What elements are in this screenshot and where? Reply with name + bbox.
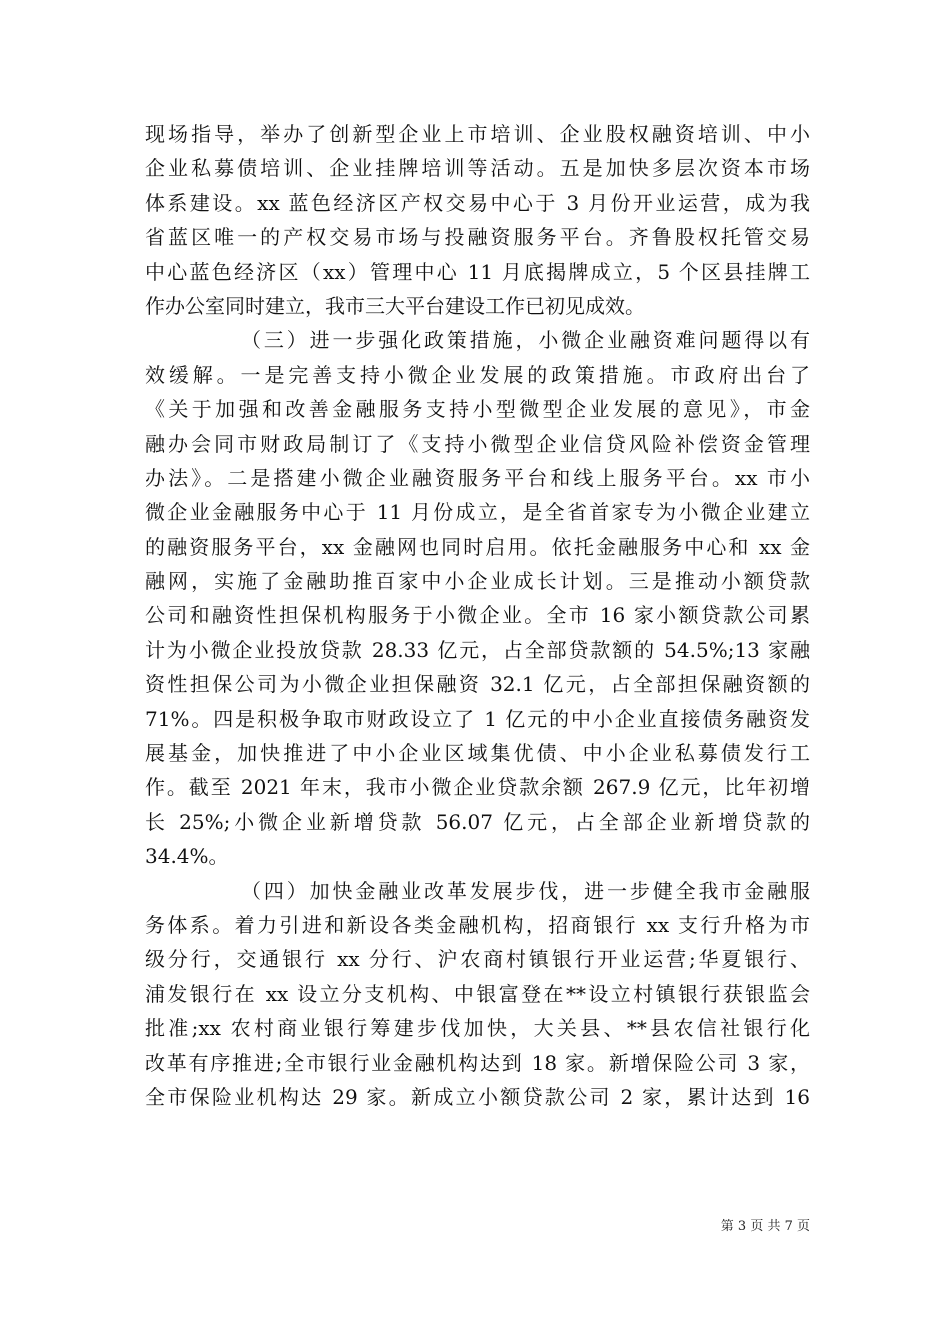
text-line: 作办公室同时建立，我市三大平台建设工作已初见成效。 [145, 293, 645, 318]
text-line: 融网，实施了金融助推百家中小企业成长计划。三是推动小额贷款 [145, 569, 810, 594]
text-line: 改革有序推进;全市银行业金融机构达到 18 家。新增保险公司 3 家， [145, 1050, 810, 1075]
text-line: （三）进一步强化政策措施，小微企业融资难问题得以有 [241, 328, 810, 353]
text-line: 办法》。二是搭建小微企业融资服务平台和线上服务平台。xx 市小 [145, 465, 810, 490]
text-line: 资性担保公司为小微企业担保融资 32.1 亿元，占全部担保融资额的 [145, 672, 810, 697]
text-line: 效缓解。一是完善支持小微企业发展的政策措施。市政府出台了 [145, 362, 810, 387]
text-line: 省蓝区唯一的产权交易市场与投融资服务平台。齐鲁股权托管交易 [145, 225, 810, 250]
text-line: 公司和融资性担保机构服务于小微企业。全市 16 家小额贷款公司累 [145, 603, 810, 628]
text-line: 微企业金融服务中心于 11 月份成立，是全省首家专为小微企业建立 [145, 500, 810, 525]
text-line: 计为小微企业投放贷款 28.33 亿元，占全部贷款额的 54.5%;13 家融 [145, 637, 810, 662]
text-line: 展基金，加快推进了中小企业区域集优债、中小企业私募债发行工 [145, 741, 810, 766]
text-line: 全市保险业机构达 29 家。新成立小额贷款公司 2 家，累计达到 16 [145, 1084, 810, 1109]
page-number-footer: 第 3 页 共 7 页 [720, 1219, 810, 1234]
text-line: 现场指导，举办了创新型企业上市培训、企业股权融资培训、中小 [145, 122, 810, 146]
text-line: 融办会同市财政局制订了《支持小微型企业信贷风险补偿资金管理 [145, 431, 810, 456]
paragraph-1 [145, 117, 810, 323]
text-line: 71%。四是积极争取市财政设立了 1 亿元的中小企业直接债务融资发 [145, 706, 810, 731]
text-line: 级分行，交通银行 xx 分行、沪农商村镇银行开业运营;华夏银行、 [145, 947, 810, 972]
body-text [145, 117, 810, 1114]
text-line: 企业私募债培训、企业挂牌培训等活动。五是加快多层次资本市场 [145, 156, 810, 181]
text-line: 的融资服务平台，xx 金融网也同时启用。依托金融服务中心和 xx 金 [145, 534, 810, 559]
paragraph-2 [145, 323, 810, 873]
text-line: （四）加快金融业改革发展步伐，进一步健全我市金融服 [241, 878, 810, 903]
text-line: 作。截至 2021 年末，我市小微企业贷款余额 267.9 亿元，比年初增 [145, 775, 810, 800]
text-line: 批准;xx 农村商业银行筹建步伐加快，大关县、**县农信社银行化 [145, 1016, 810, 1041]
text-line: 长 25%;小微企业新增贷款 56.07 亿元，占全部企业新增贷款的 [145, 809, 810, 834]
text-line: 《关于加强和改善金融服务支持小型微型企业发展的意见》，市金 [145, 397, 810, 422]
text-line: 体系建设。xx 蓝色经济区产权交易中心于 3 月份开业运营，成为我 [145, 190, 810, 215]
text-line: 务体系。着力引进和新设各类金融机构，招商银行 xx 支行升格为市 [145, 912, 810, 937]
text-line: 34.4%。 [145, 844, 229, 869]
paragraph-3 [145, 874, 810, 1115]
text-line: 浦发银行在 xx 设立分支机构、中银富登在**设立村镇银行获银监会 [145, 981, 810, 1006]
text-line: 中心蓝色经济区（xx）管理中心 11 月底揭牌成立，5 个区县挂牌工 [145, 259, 810, 284]
